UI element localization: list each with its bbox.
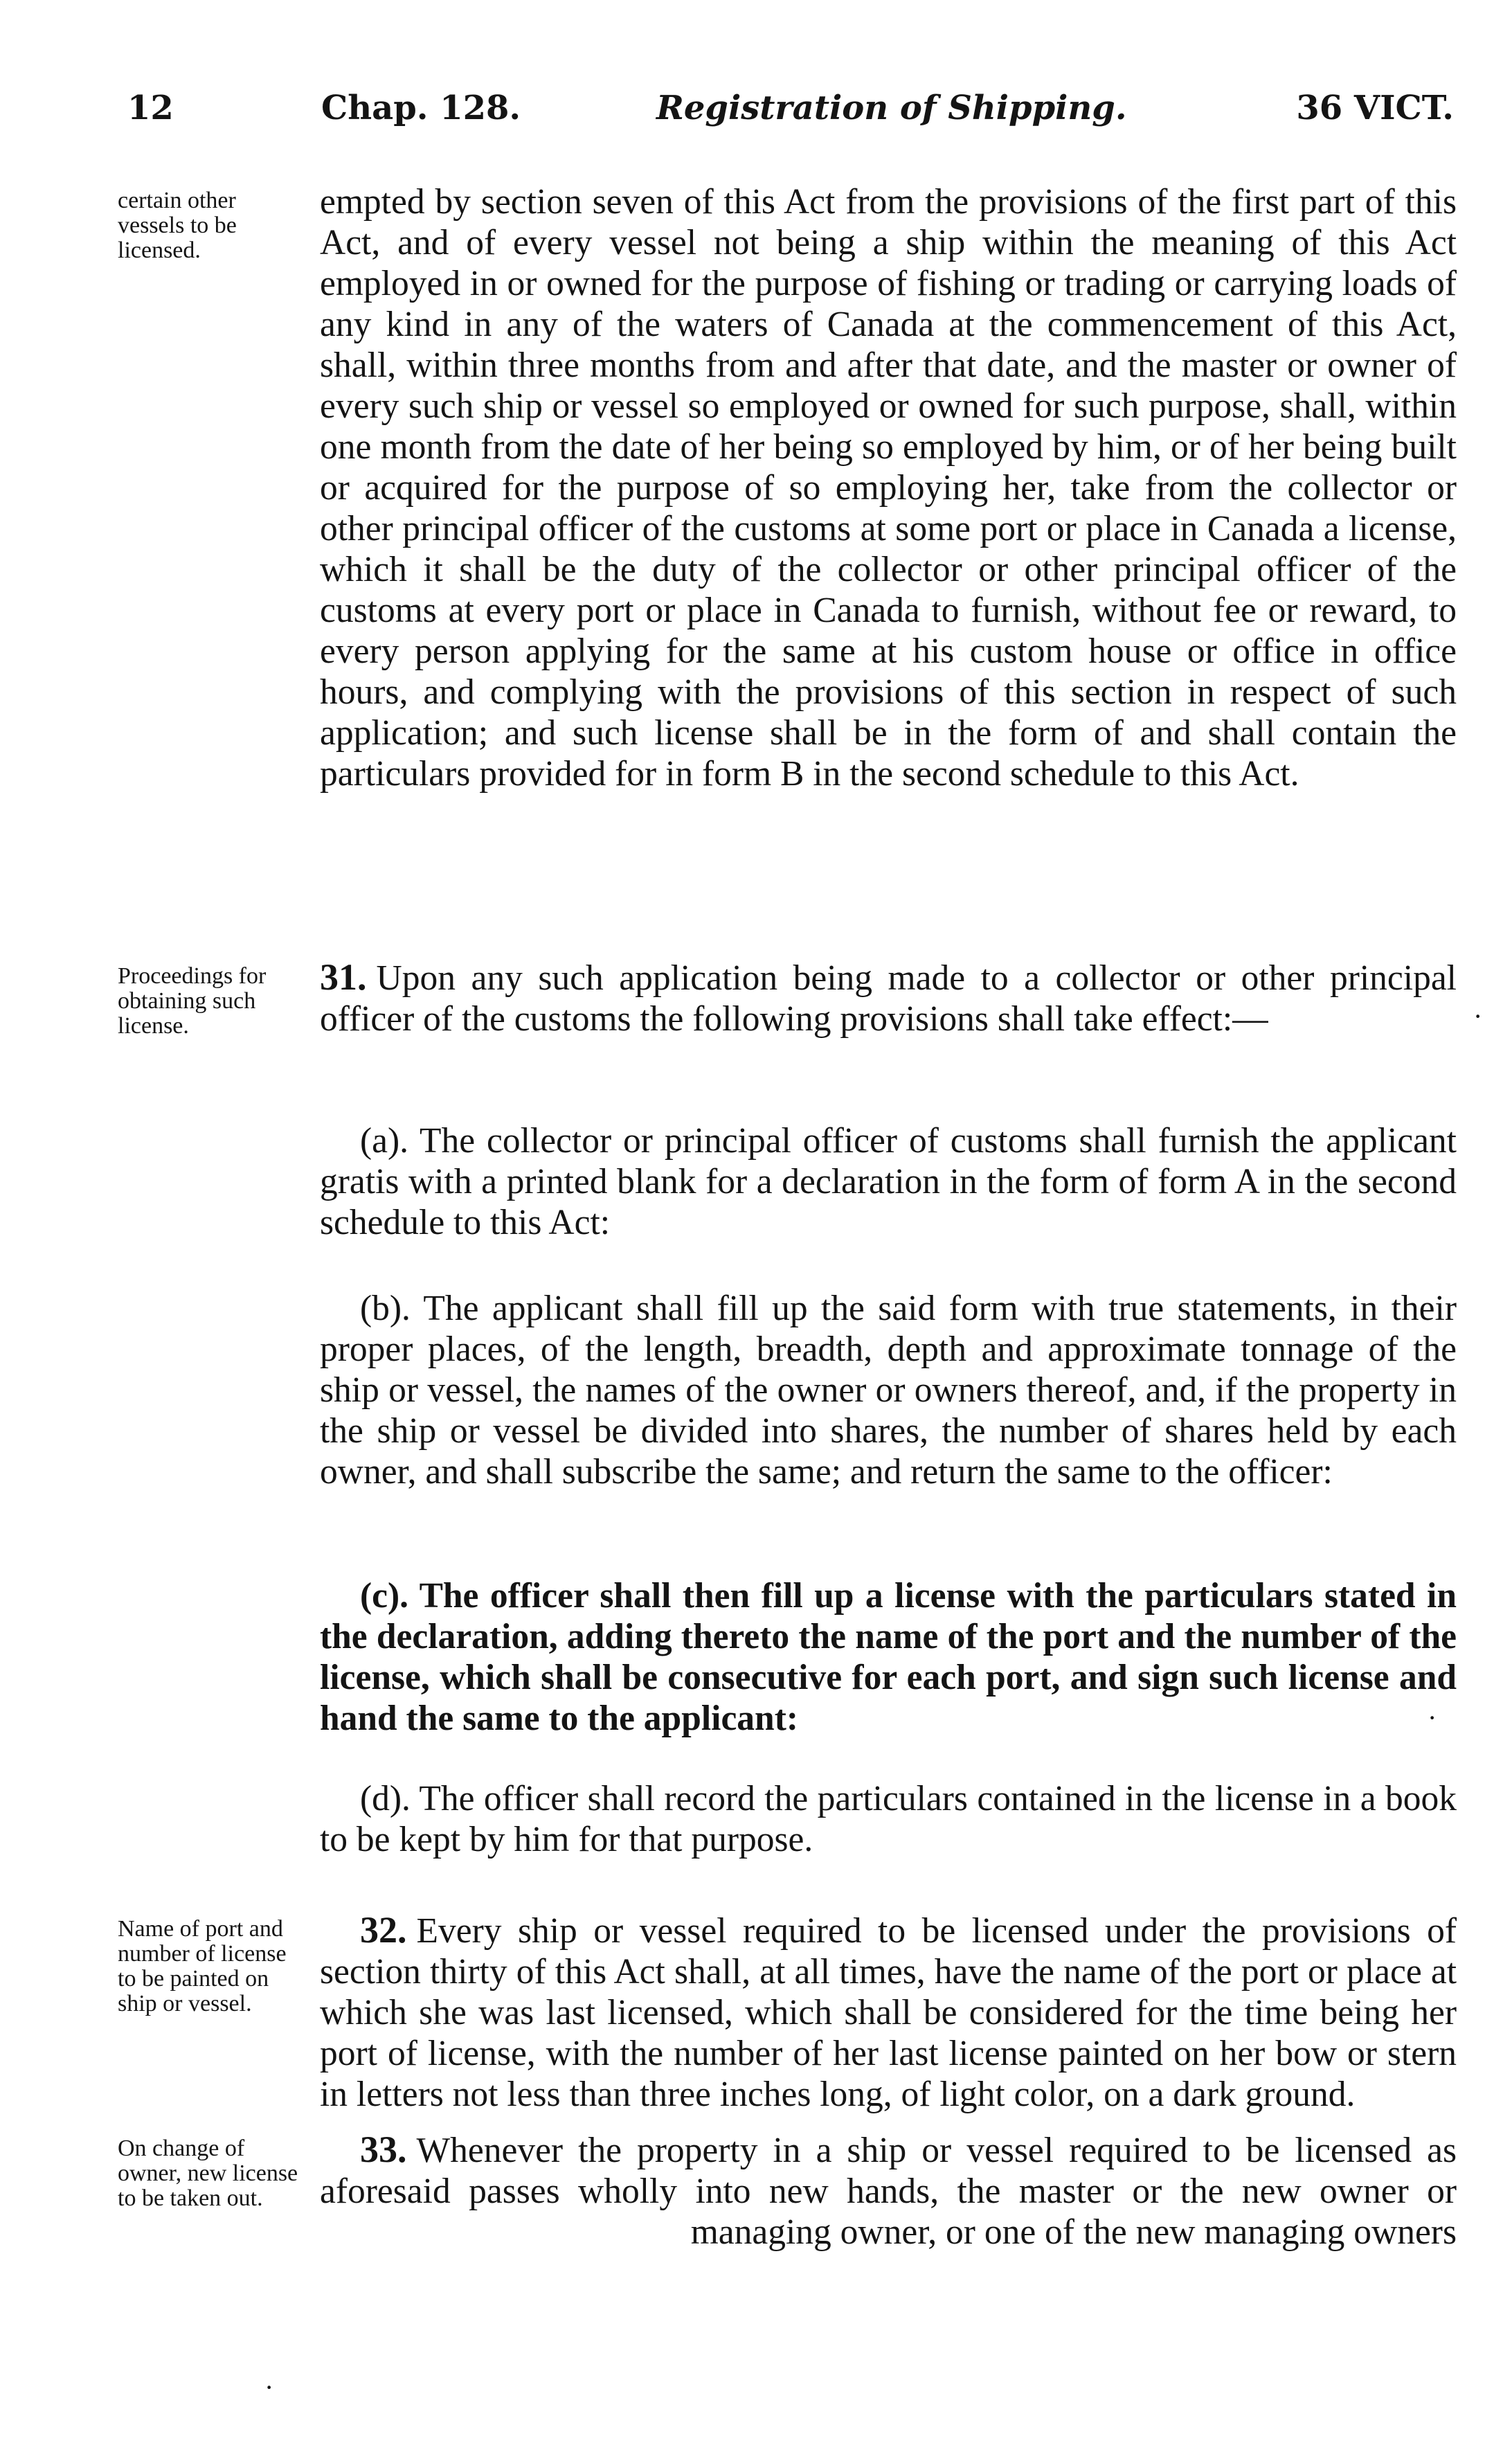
stray-mark: · bbox=[264, 2372, 274, 2403]
body-paragraph bbox=[320, 181, 1457, 794]
margin-note: Proceedings for obtaining such license. bbox=[118, 963, 267, 1039]
paragraph-text: Whenever the property in a ship or vessel required to be licensed as aforesaid passes wholly into new hands, the master or the new owner or managing owner, or one of the new managing owners bbox=[320, 2131, 1457, 2252]
margin-note: certain other vessels to be licensed. bbox=[118, 188, 237, 263]
stray-mark: · bbox=[1428, 1702, 1437, 1733]
body-paragraph bbox=[320, 2129, 1457, 2253]
body-paragraph bbox=[320, 957, 1457, 1039]
running-header bbox=[0, 89, 1512, 144]
body-paragraph bbox=[320, 1120, 1457, 1243]
paragraph bbox=[320, 2129, 1457, 2253]
body-paragraph bbox=[320, 1575, 1457, 1739]
paragraph bbox=[320, 957, 1457, 1039]
paragraph-text: empted by section seven of this Act from the provisions of the first part of this Act, and of every vessel not being a ship within the meaning of this Act employed in or owned for the purpose of fishing or trading or carrying loads of any kind in any of the waters of Canada at the commencement of this Act, shall, within three months from and after that date, and the master or owner of every such ship or vessel so employed or owned for such purpose, shall, within one month from the date of her being so employed by him, or of her being built or acquired for the purpose of so employing her, take from the collector or other principal officer of the customs at some port or place in Canada a license, which it shall be the duty of the collector or other principal officer of the customs at every port or place in Canada to furnish, without fee or reward, to every person applying for the same at his custom house or office in office hours, and complying with the provisions of this section in respect of such application; and such license shall be in the form of and shall contain the particulars provided for in form B in the second schedule to this Act. bbox=[320, 182, 1457, 794]
margin-note: On change of owner, new license to be taken out. bbox=[118, 2136, 298, 2211]
paragraph-text: (c). The officer shall then fill up a license with the particulars stated in the declaration, adding thereto the name of the port and the number of the license, which shall be consecutive for each port, and sign such license and hand the same to the applicant: bbox=[320, 1576, 1457, 1738]
paragraph bbox=[320, 1910, 1457, 2115]
body-paragraph bbox=[320, 1288, 1457, 1492]
section-number: 33. bbox=[360, 2129, 407, 2170]
page-number: 12 bbox=[127, 89, 174, 127]
body-paragraph bbox=[320, 1778, 1457, 1860]
margin-note: Name of port and number of license to be painted on ship or vessel. bbox=[118, 1916, 287, 2016]
paragraph-text: Upon any such application being made to a collector or other principal officer of the customs the following provisions shall take effect:— bbox=[320, 958, 1457, 1039]
chapter-label: Chap. 128. bbox=[321, 89, 521, 127]
stray-mark: · bbox=[1473, 1001, 1483, 1032]
paragraph-text: (a). The collector or principal officer of customs shall furnish the applicant gratis with a printed blank for a declaration in the form of form A in the second schedule to this Act: bbox=[320, 1121, 1457, 1242]
regnal-year: 36 VICT. bbox=[1296, 89, 1454, 127]
paragraph-text: (b). The applicant shall fill up the said form with true statements, in their proper places, of the length, breadth, depth and approximate tonnage of the ship or vessel, the names of the owner or owners thereof, and, if the property in the ship or vessel be divided into shares, the number of shares held by each owner, and shall subscribe the same; and return the same to the officer: bbox=[320, 1289, 1457, 1492]
paragraph-text: (d). The officer shall record the particulars contained in the license in a book to be kept by him for that purpose. bbox=[320, 1779, 1457, 1859]
section-number: 32. bbox=[360, 1909, 407, 1951]
section-number: 31. bbox=[320, 956, 367, 998]
body-paragraph bbox=[320, 1910, 1457, 2115]
paragraph-text: Every ship or vessel required to be licensed under the provisions of section thirty of this Act shall, at all times, have the name of the port or place at which she was last licensed, which shall be considered for the time being her port of license, with the number of her last license painted on her bow or stern in letters not less than three inches long, of light color, on a dark ground. bbox=[320, 1911, 1457, 2114]
running-title: Registration of Shipping. bbox=[656, 89, 1127, 127]
